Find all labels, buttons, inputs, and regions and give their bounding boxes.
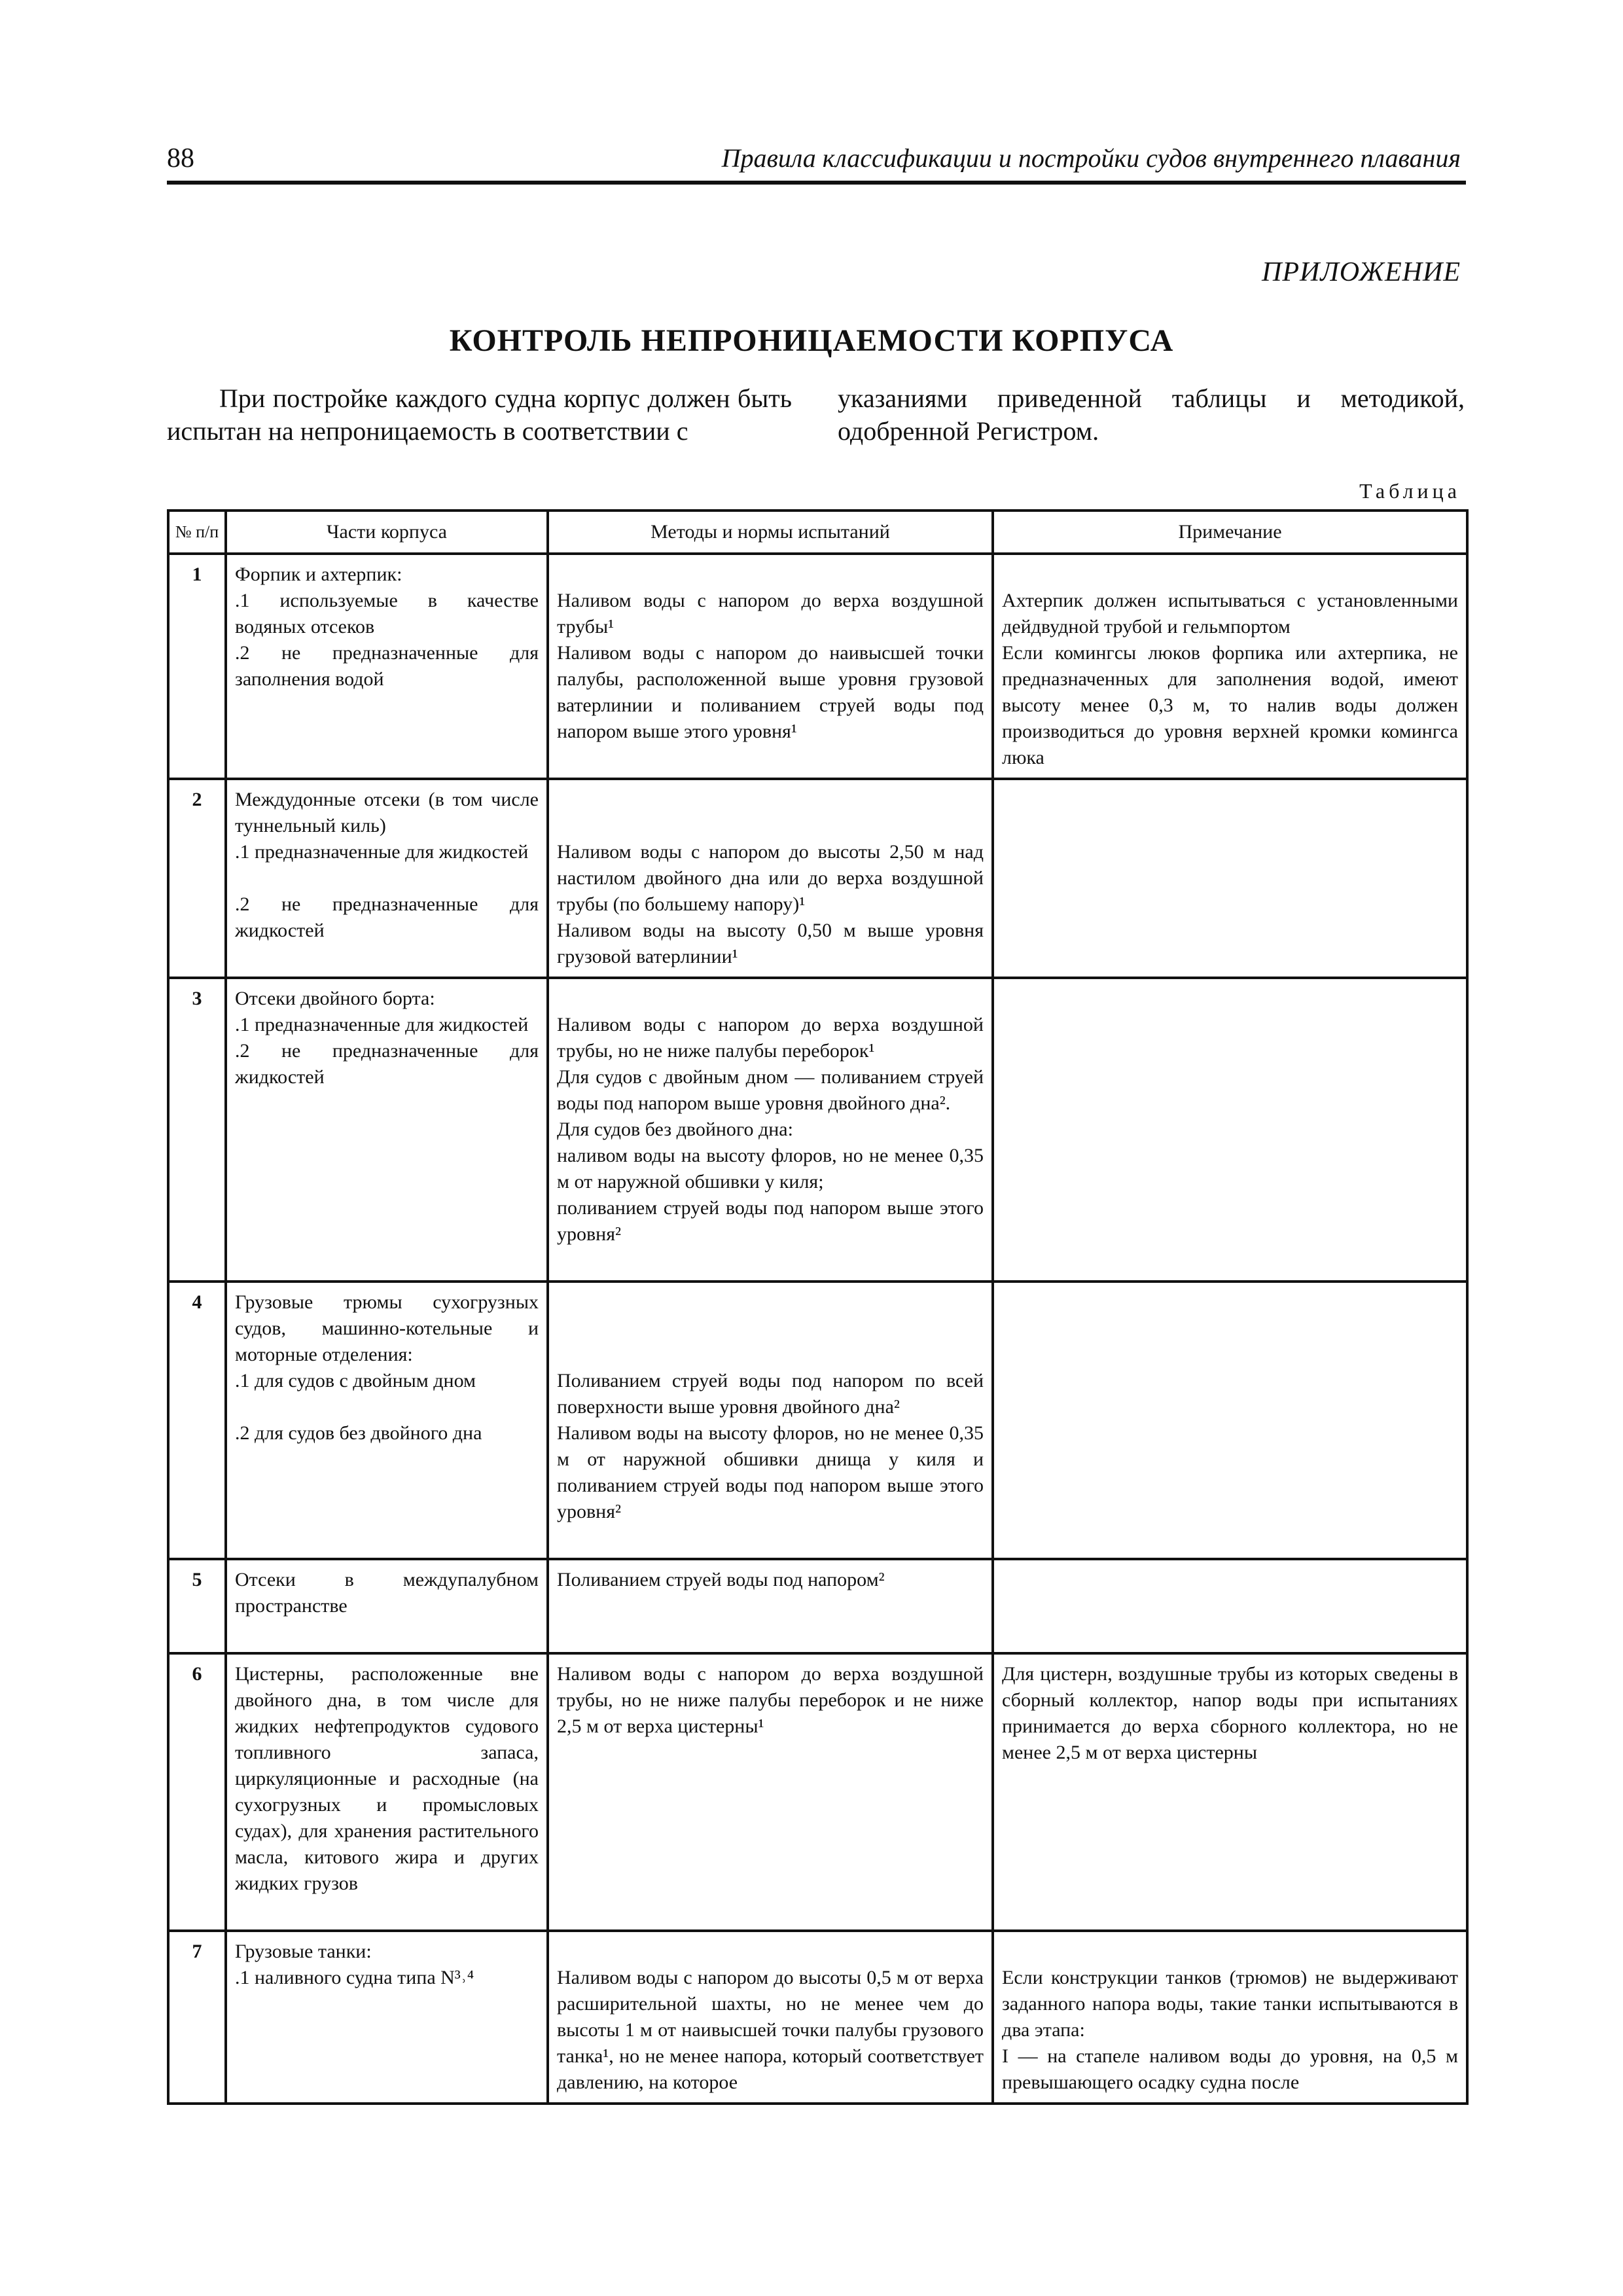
- row-methods: [548, 1931, 993, 2104]
- methods-item: Для судов без двойного дна:: [557, 1119, 793, 1140]
- parts-item: Грузовые танки:: [235, 1941, 372, 1962]
- page-header: [167, 143, 1466, 185]
- table-header-row: [168, 511, 1467, 554]
- parts-item: .1 используемые в качестве водяных отсеков: [235, 590, 539, 637]
- row-notes: [993, 1282, 1467, 1559]
- row-number: 6: [168, 1653, 226, 1931]
- intro-right-column: указаниями приведенной таблицы и методикой, одобренной Регистром.: [838, 384, 1465, 446]
- methods-item: Поливанием струей воды под напором²: [557, 1569, 885, 1590]
- row-notes: [993, 1931, 1467, 2104]
- parts-item: .1 предназначенные для жидкостей: [235, 1014, 529, 1035]
- header-number: № п/п: [168, 511, 226, 554]
- row-parts: [226, 1653, 548, 1931]
- row-parts: [226, 779, 548, 978]
- row-number: 1: [168, 554, 226, 779]
- notes-item: Ахтерпик должен испытываться с установленными дейдвудной трубой и гельмпортом: [1002, 590, 1458, 637]
- table-row: [168, 554, 1467, 779]
- methods-item: Наливом воды на высоту 0,50 м выше уровня грузовой ватерлинии¹: [557, 920, 984, 967]
- parts-item: Грузовые трюмы сухогрузных судов, машинно-котельные и моторные отделения:: [235, 1291, 539, 1365]
- parts-item: .1 для судов с двойным дном: [235, 1370, 476, 1391]
- row-methods: [548, 554, 993, 779]
- parts-item: .2 не предназначенные для жидкостей: [235, 893, 539, 941]
- row-number: 4: [168, 1282, 226, 1559]
- row-parts: [226, 978, 548, 1282]
- row-notes: [993, 1559, 1467, 1653]
- header-parts: Части корпуса: [226, 511, 548, 554]
- parts-item: .1 предназначенные для жидкостей: [235, 841, 529, 863]
- parts-item: .2 не предназначенные для заполнения водой: [235, 642, 539, 690]
- methods-item: наливом воды на высоту флоров, но не менее 0,35 м от наружной обшивки у киля;: [557, 1145, 984, 1193]
- row-number: 5: [168, 1559, 226, 1653]
- row-parts: [226, 554, 548, 779]
- row-methods: [548, 779, 993, 978]
- row-notes: [993, 554, 1467, 779]
- notes-item: Если комингсы люков форпика или ахтерпика, не предназначенных для заполнения водой, имеют высоту менее 0,3 м, то налив воды должен производиться до уровня верхней кромки комингса люка: [1002, 642, 1458, 768]
- row-methods: [548, 1653, 993, 1931]
- methods-item: Для судов с двойным дном — поливанием струей воды под напором выше уровня двойного дна².: [557, 1066, 984, 1114]
- row-number: 7: [168, 1931, 226, 2104]
- row-parts: [226, 1931, 548, 2104]
- table-row: [168, 1653, 1467, 1931]
- parts-item: .2 не предназначенные для жидкостей: [235, 1040, 539, 1088]
- notes-item: Если конструкции танков (трюмов) не выдерживают заданного напора воды, такие танки испытываются в два этапа:: [1002, 1967, 1458, 2041]
- row-methods: [548, 1559, 993, 1653]
- methods-item: Наливом воды с напором до высоты 2,50 м над настилом двойного дна или до верха воздушной трубы (по большему напору)¹: [557, 841, 984, 915]
- hull-tightness-table: [167, 509, 1469, 2105]
- methods-item: Наливом воды на высоту флоров, но не менее 0,35 м от наружной обшивки днища у киля и поливанием струей воды под напором выше этого уровня²: [557, 1422, 984, 1522]
- row-methods: [548, 978, 993, 1282]
- parts-item: Междудонные отсеки (в том числе туннельный киль): [235, 789, 539, 836]
- parts-item: Цистерны, расположенные вне двойного дна, в том числе для жидких нефтепродуктов судового топливного запаса, циркуляционные и расходные (на сухогрузных и промысловых судах), для хранения растительного масла, китового жира и других жидких грузов: [235, 1663, 539, 1894]
- methods-item: поливанием струей воды под напором выше этого уровня²: [557, 1197, 984, 1245]
- methods-item: Поливанием струей воды под напором по всей поверхности выше уровня двойного дна²: [557, 1370, 984, 1418]
- table-row: [168, 1282, 1467, 1559]
- notes-item: I — на стапеле наливом воды до уровня, на 0,5 м превышающего осадку судна после: [1002, 2045, 1458, 2093]
- header-notes: Примечание: [993, 511, 1467, 554]
- row-parts: [226, 1282, 548, 1559]
- row-number: 2: [168, 779, 226, 978]
- page-title: КОНТРОЛЬ НЕПРОНИЦАЕМОСТИ КОРПУСА: [449, 323, 1174, 358]
- table-row: [168, 1559, 1467, 1653]
- row-notes: [993, 978, 1467, 1282]
- table-row: [168, 779, 1467, 978]
- methods-item: Наливом воды с напором до верха воздушной трубы¹: [557, 590, 984, 637]
- appendix-label: ПРИЛОЖЕНИЕ: [1262, 257, 1461, 287]
- row-number: 3: [168, 978, 226, 1282]
- parts-item: Отсеки двойного борта:: [235, 988, 435, 1009]
- page-number: 88: [167, 143, 194, 173]
- header-methods: Методы и нормы испытаний: [548, 511, 993, 554]
- intro-left-column: При постройке каждого судна корпус должен быть испытан на непроницаемость в соответствии с: [167, 384, 792, 446]
- table-row: [168, 1931, 1467, 2104]
- parts-item: .2 для судов без двойного дна: [235, 1422, 482, 1444]
- parts-item: Отсеки в междупалубном пространстве: [235, 1569, 539, 1617]
- row-notes: [993, 779, 1467, 978]
- methods-item: Наливом воды с напором до верха воздушной трубы, но не ниже палубы переборок и не ниже 2,5 м от верха цистерны¹: [557, 1663, 984, 1737]
- parts-item: Форпик и ахтерпик:: [235, 564, 402, 585]
- row-notes: [993, 1653, 1467, 1931]
- row-methods: [548, 1282, 993, 1559]
- methods-item: Наливом воды с напором до высоты 0,5 м от верха расширительной шахты, но не менее чем до высоты 1 м от наивысшей точки палубы грузового танка¹, но не менее напора, который соответствует давлению, на которое: [557, 1967, 984, 2093]
- table-row: [168, 978, 1467, 1282]
- methods-item: Наливом воды с напором до наивысшей точки палубы, расположенной выше уровня грузовой ватерлинии и поливанием струей воды под напором выше этого уровня¹: [557, 642, 984, 742]
- methods-item: Наливом воды с напором до верха воздушной трубы, но не ниже палубы переборок¹: [557, 1014, 984, 1062]
- row-parts: [226, 1559, 548, 1653]
- table-label: Таблица: [1359, 479, 1461, 503]
- notes-item: Для цистерн, воздушные трубы из которых сведены в сборный коллектор, напор воды при испытаниях принимается до верха сборного коллектора, но не менее 2,5 м от верха цистерны: [1002, 1663, 1458, 1763]
- running-title: Правила классификации и постройки судов внутреннего плавания: [721, 143, 1461, 173]
- parts-item: .1 наливного судна типа N³˒⁴: [235, 1967, 474, 1988]
